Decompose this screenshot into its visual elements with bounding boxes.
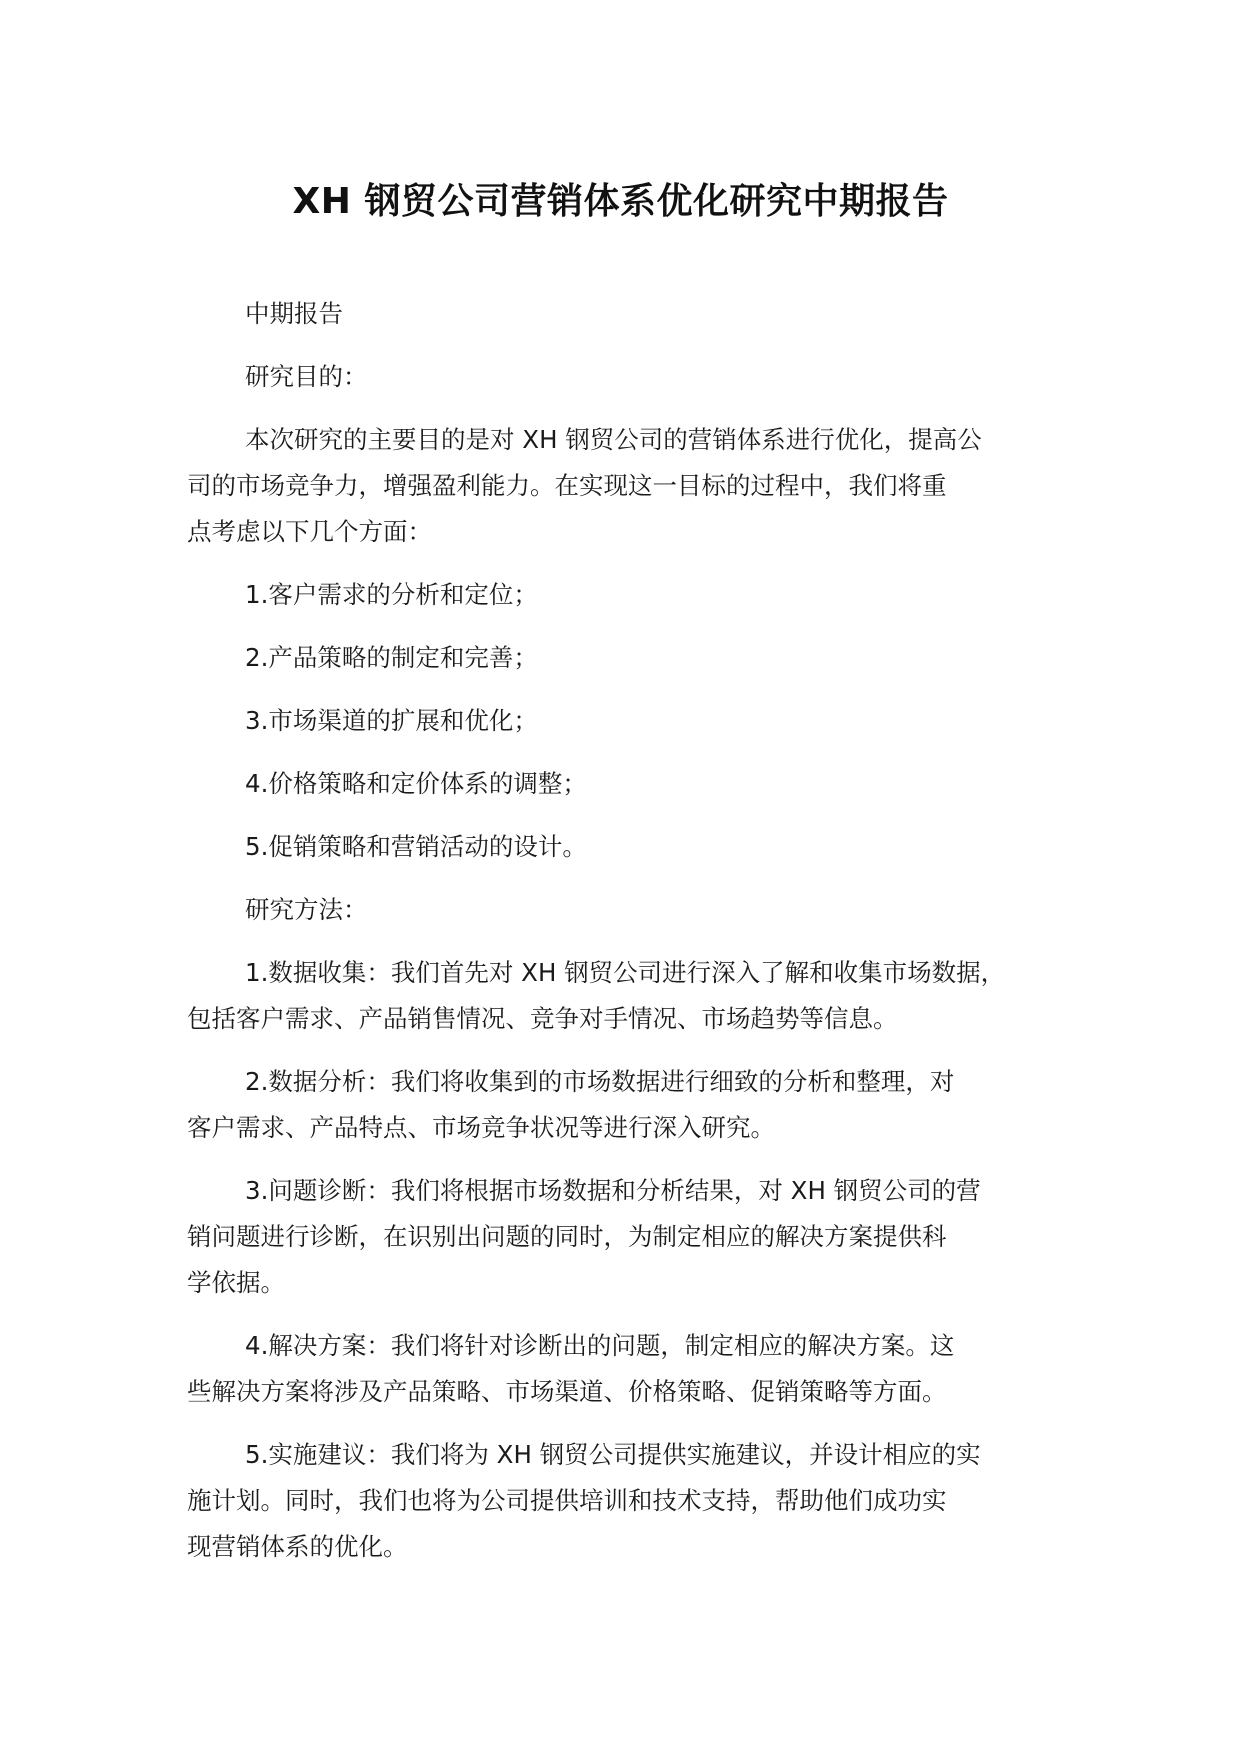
- paragraph: [187, 635, 1087, 681]
- text-line: 5.实施建议：我们将为 XH 钢贸公司提供实施建议，并设计相应的实: [245, 1440, 981, 1469]
- paragraph: [187, 417, 1087, 555]
- text-line: 销问题进行诊断，在识别出问题的同时，为制定相应的解决方案提供科: [187, 1222, 947, 1251]
- paragraph: [187, 761, 1087, 807]
- paragraph: [187, 354, 1087, 400]
- document-body: [187, 291, 1087, 1587]
- document-title: XH 钢贸公司营销体系优化研究中期报告: [292, 181, 949, 222]
- text-line: 2.数据分析：我们将收集到的市场数据进行细致的分析和整理，对: [245, 1067, 955, 1096]
- text-line: 4.解决方案：我们将针对诊断出的问题，制定相应的解决方案。这: [245, 1331, 955, 1360]
- text-line: 学依据。: [187, 1268, 285, 1297]
- text-line: 点考虑以下几个方面：: [187, 517, 432, 546]
- text-line: 2.产品策略的制定和完善；: [245, 643, 538, 672]
- paragraph: [187, 1432, 1087, 1570]
- paragraph: [187, 572, 1087, 618]
- text-line: 些解决方案将涉及产品策略、市场渠道、价格策略、促销策略等方面。: [187, 1377, 947, 1406]
- text-line: 现营销体系的优化。: [187, 1532, 408, 1561]
- text-line: 本次研究的主要目的是对 XH 钢贸公司的营销体系进行优化，提高公: [245, 425, 982, 454]
- paragraph: [187, 824, 1087, 870]
- text-line: 研究方法：: [245, 895, 368, 924]
- text-line: 研究目的：: [245, 362, 368, 391]
- text-line: 施计划。同时，我们也将为公司提供培训和技术支持，帮助他们成功实: [187, 1486, 947, 1515]
- text-line: 5.促销策略和营销活动的设计。: [245, 832, 587, 861]
- paragraph: [187, 1323, 1087, 1415]
- paragraph: [187, 1168, 1087, 1306]
- text-line: 4.价格策略和定价体系的调整；: [245, 769, 587, 798]
- paragraph: [187, 291, 1087, 337]
- paragraph: [187, 1059, 1087, 1151]
- paragraph: [187, 698, 1087, 744]
- text-line: 3.市场渠道的扩展和优化；: [245, 706, 538, 735]
- paragraph: [187, 950, 1087, 1042]
- paragraph: [187, 887, 1087, 933]
- text-line: 司的市场竞争力，增强盈利能力。在实现这一目标的过程中，我们将重: [187, 471, 947, 500]
- text-line: 客户需求、产品特点、市场竞争状况等进行深入研究。: [187, 1113, 775, 1142]
- text-line: 1.客户需求的分析和定位；: [245, 580, 538, 609]
- text-line: 1.数据收集：我们首先对 XH 钢贸公司进行深入了解和收集市场数据，: [245, 958, 1006, 987]
- text-line: 中期报告: [245, 299, 343, 328]
- text-line: 包括客户需求、产品销售情况、竞争对手情况、市场趋势等信息。: [187, 1004, 898, 1033]
- text-line: 3.问题诊断：我们将根据市场数据和分析结果，对 XH 钢贸公司的营: [245, 1176, 981, 1205]
